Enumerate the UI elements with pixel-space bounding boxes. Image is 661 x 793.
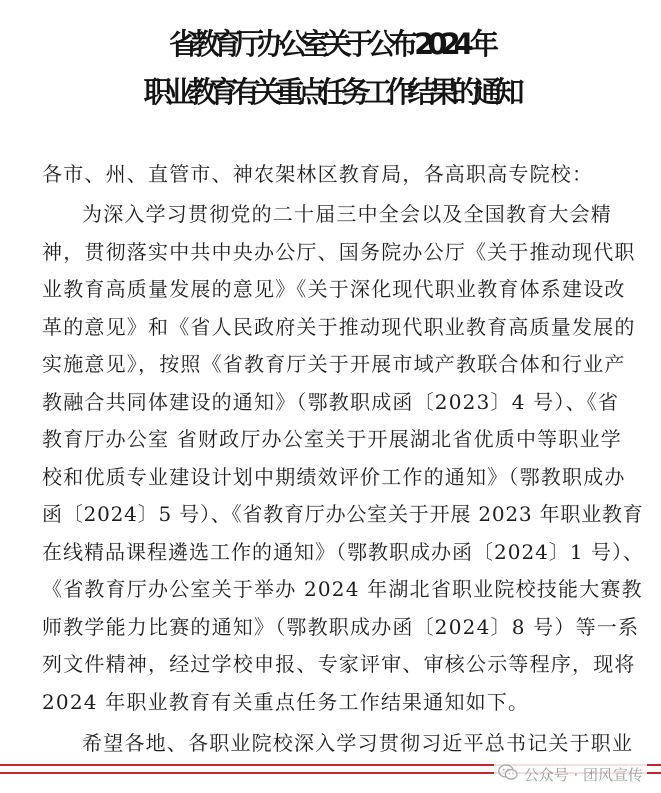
body-line: 教融合共同体建设的通知》（鄂教职成函〔2023〕4 号）、《省 [42,390,620,414]
watermark-text: 公众号 · 团风宣传 [523,765,643,784]
body-line: 在线精品课程遴选工作的通知》（鄂教职成办函〔2024〕1 号）、 [42,540,644,564]
salutation-line: 各市、州、直管市、神农架林区教育局，各高职高专院校： [42,162,594,186]
body-line: 师教学能力比赛的通知》（鄂教职成办函〔2024〕8 号）等一系 [42,615,640,639]
body-line: 实施意见》，按照《省教育厅关于开展市域产教联合体和行业产 [42,352,626,376]
document-title-line-2: 职业教育有关重点任务工作结果的通知 [143,75,518,109]
body-line: 教育厅办公室 省财政厅办公室关于开展湖北省优质中等职业学 [42,427,622,451]
body-line: 函〔2024〕5 号）、《省教育厅办公室关于开展 2023 年职业教育 [42,502,644,526]
body-line: 校和优质专业建设计划中期绩效评价工作的通知》（鄂教职成办 [42,465,626,489]
watermark [494,762,647,786]
body-line: 列文件精神，经过学校申报、专家评审、审核公示等程序，现将 [42,652,636,676]
body-line: 神，贯彻落实中共中央办公厅、国务院办公厅《关于推动现代职 [42,240,636,264]
document-title-line-1: 省教育厅办公室关于公布 2024 年 [169,27,492,61]
body-line: 希望各地、各职业院校深入学习贯彻习近平总书记关于职业 [82,731,634,755]
body-line: 为深入学习贯彻党的二十届三中全会以及全国教育大会精 [82,202,612,226]
body-line: 革的意见》和《省人民政府关于推动现代职业教育高质量发展的 [42,315,636,339]
body-line: 《省教育厅办公室关于举办 2024 年湖北省职业院校技能大赛教 [42,577,643,601]
body-line: 业教育高质量发展的意见》《关于深化现代职业教育体系建设改 [42,277,626,301]
body-line: 2024 年职业教育有关重点任务工作结果通知如下。 [42,690,530,714]
wechat-icon [498,764,518,785]
